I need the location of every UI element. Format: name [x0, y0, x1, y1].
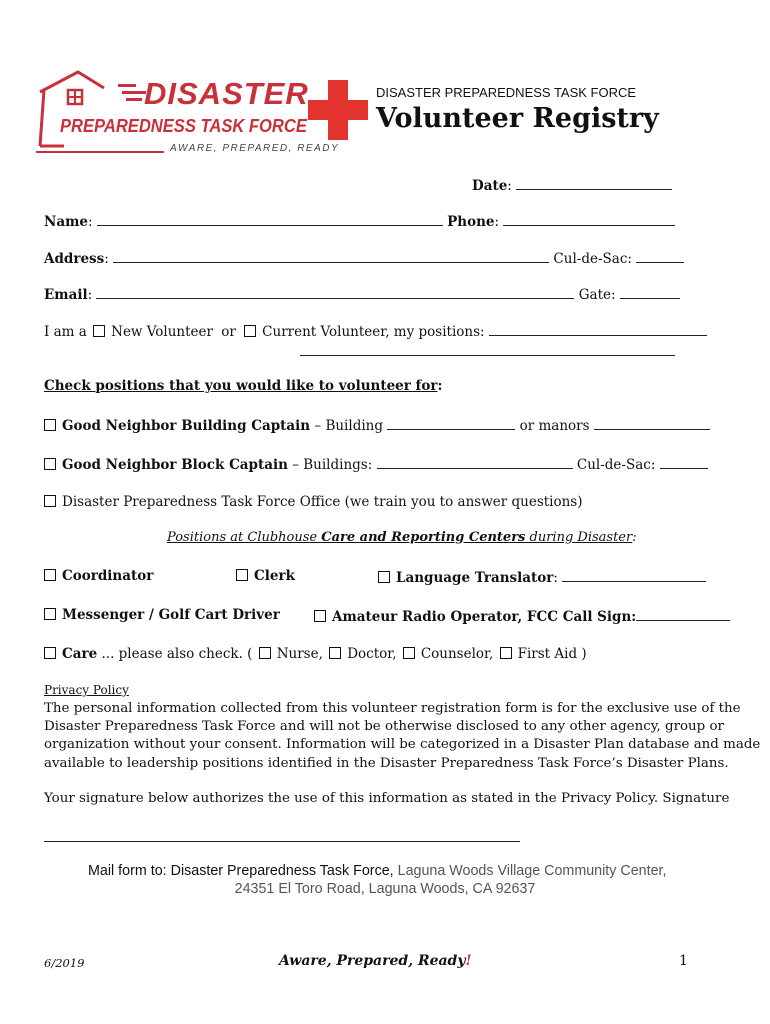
- logo-word-disaster: DISASTER: [144, 76, 309, 111]
- logo-tagline: AWARE, PREPARED, READY: [170, 143, 340, 154]
- name-label: Name: [44, 214, 88, 230]
- name-row: [44, 212, 675, 230]
- clubhouse-heading: [167, 530, 637, 545]
- new-volunteer-label: New Volunteer: [111, 324, 213, 340]
- logo-word-preparedness: PREPAREDNESS TASK FORCE: [60, 116, 307, 136]
- language-translator-option: [378, 568, 706, 586]
- mail-prefix: Mail form to: Disaster Preparedness Task Force,: [88, 863, 394, 879]
- positions-heading-text: Check positions that you would like to volunteer for: [44, 378, 438, 394]
- email-row: [44, 285, 680, 303]
- heading-colon: :: [437, 378, 443, 394]
- block-cul-de-sac-label: Cul-de-Sac:: [576, 457, 656, 473]
- gate-label: Gate:: [578, 287, 616, 303]
- amateur-radio-option: [314, 607, 730, 625]
- messenger-label: Messenger / Golf Cart Driver: [62, 607, 280, 623]
- email-field[interactable]: [96, 285, 574, 299]
- org-name: DISASTER PREPAREDNESS TASK FORCE: [376, 85, 637, 100]
- phone-field[interactable]: [503, 212, 675, 226]
- amateur-radio-label: Amateur Radio Operator, FCC Call Sign:: [332, 609, 637, 625]
- email-label: Email: [44, 287, 88, 303]
- building-captain-checkbox[interactable]: [44, 419, 56, 431]
- phone-label: Phone: [447, 214, 495, 230]
- mail-line1: [88, 863, 667, 879]
- page-number: 1: [679, 953, 688, 969]
- nurse-checkbox[interactable]: [259, 647, 271, 659]
- or-label: or: [221, 324, 236, 340]
- building-field[interactable]: [387, 416, 515, 430]
- house-icon: [34, 66, 114, 156]
- doctor-label: Doctor,: [347, 646, 397, 662]
- block-cul-de-sac-field[interactable]: [660, 455, 708, 469]
- clerk-checkbox[interactable]: [236, 569, 248, 581]
- care-checkbox[interactable]: [44, 647, 56, 659]
- address-label: Address: [44, 251, 105, 267]
- signature-field[interactable]: [44, 841, 520, 842]
- language-translator-checkbox[interactable]: [378, 571, 390, 583]
- clubhouse-heading-pre: Positions at Clubhouse: [167, 530, 322, 545]
- volunteer-status-row: [44, 322, 707, 340]
- coordinator-label: Coordinator: [62, 568, 154, 584]
- mail-location: Laguna Woods Village Community Center,: [393, 863, 667, 879]
- clubhouse-heading-bold: Care and Reporting Centers: [321, 530, 526, 545]
- coordinator-checkbox[interactable]: [44, 569, 56, 581]
- manors-field[interactable]: [594, 416, 710, 430]
- colon: :: [104, 251, 109, 267]
- current-volunteer-checkbox[interactable]: [244, 325, 256, 337]
- building-captain-suffix: – Building: [310, 418, 383, 434]
- signature-text: Your signature below authorizes the use of this information as stated in the Privacy Policy. Signature: [44, 791, 730, 806]
- new-volunteer-checkbox[interactable]: [93, 325, 105, 337]
- colon: :: [87, 287, 93, 303]
- privacy-text: [44, 700, 760, 773]
- logo: [34, 66, 340, 158]
- care-row: [44, 646, 587, 662]
- office-label: Disaster Preparedness Task Force Office (we train you to answer questions): [62, 494, 583, 510]
- colon: :: [553, 570, 558, 586]
- clerk-label: Clerk: [254, 568, 295, 584]
- messenger-option: [44, 607, 280, 623]
- buildings-field[interactable]: [377, 455, 573, 469]
- counselor-label: Counselor,: [420, 646, 494, 662]
- positions-field[interactable]: [489, 322, 707, 336]
- privacy-heading: Privacy Policy: [44, 683, 129, 697]
- block-captain-label: Good Neighbor Block Captain: [62, 457, 288, 473]
- address-row: [44, 249, 684, 267]
- motto-text: Aware, Prepared, Ready: [279, 953, 466, 969]
- cul-de-sac-field[interactable]: [636, 249, 684, 263]
- clubhouse-heading-post: during Disaster: [525, 530, 633, 545]
- privacy-line: The personal information collected from this volunteer registration form is for the exclusive use of the: [44, 701, 741, 716]
- footer-motto: [279, 953, 472, 969]
- counselor-checkbox[interactable]: [403, 647, 415, 659]
- language-translator-label: Language Translator: [396, 570, 554, 586]
- office-checkbox[interactable]: [44, 495, 56, 507]
- date-row: [472, 176, 672, 194]
- clerk-option: [236, 568, 295, 584]
- nurse-label: Nurse,: [276, 646, 323, 662]
- red-cross-icon: [308, 80, 368, 140]
- positions-field-line2[interactable]: [300, 355, 675, 356]
- amateur-radio-checkbox[interactable]: [314, 610, 326, 622]
- building-captain-row: [44, 416, 710, 434]
- status-prefix: I am a: [44, 324, 87, 340]
- call-sign-field[interactable]: [636, 607, 730, 621]
- date-field[interactable]: [516, 176, 672, 190]
- first-aid-checkbox[interactable]: [500, 647, 512, 659]
- name-field[interactable]: [97, 212, 443, 226]
- first-aid-label: First Aid ): [517, 646, 587, 662]
- colon: :: [494, 214, 500, 230]
- current-volunteer-label: Current Volunteer, my positions:: [262, 324, 485, 340]
- positions-heading: [44, 378, 442, 394]
- date-label: Date: [472, 178, 508, 194]
- care-note: ... please also check. (: [97, 646, 253, 662]
- block-captain-row: [44, 455, 708, 473]
- motto-bang: !: [465, 953, 472, 969]
- block-captain-suffix: – Buildings:: [287, 457, 373, 473]
- privacy-line: Disaster Preparedness Task Force and will not be otherwise disclosed to any other agency, group or: [44, 719, 724, 735]
- page-title: Volunteer Registry: [376, 103, 659, 134]
- block-captain-checkbox[interactable]: [44, 458, 56, 470]
- office-row: [44, 494, 583, 510]
- or-manors-label: or manors: [519, 418, 590, 434]
- footer-date: 6/2019: [44, 956, 85, 970]
- language-field[interactable]: [562, 568, 706, 582]
- privacy-line: available to leadership positions identified in the Disaster Preparedness Task Force’s Disaster Plans.: [44, 755, 729, 771]
- coordinator-option: [44, 568, 153, 584]
- cul-de-sac-label: Cul-de-Sac:: [553, 251, 632, 267]
- building-captain-label: Good Neighbor Building Captain: [62, 418, 311, 434]
- care-label: Care: [62, 646, 98, 662]
- privacy-line: organization without your consent. Information will be categorized in a Disaster Plan database and made: [44, 737, 761, 753]
- address-field[interactable]: [113, 249, 549, 263]
- colon: :: [87, 214, 93, 230]
- colon: :: [507, 178, 512, 194]
- mail-address: 24351 El Toro Road, Laguna Woods, CA 92637: [234, 881, 536, 897]
- doctor-checkbox[interactable]: [329, 647, 341, 659]
- speed-lines: [118, 84, 146, 101]
- clubhouse-heading-text: [167, 530, 632, 545]
- messenger-checkbox[interactable]: [44, 608, 56, 620]
- clubhouse-heading-colon: :: [632, 530, 637, 545]
- gate-field[interactable]: [620, 285, 680, 299]
